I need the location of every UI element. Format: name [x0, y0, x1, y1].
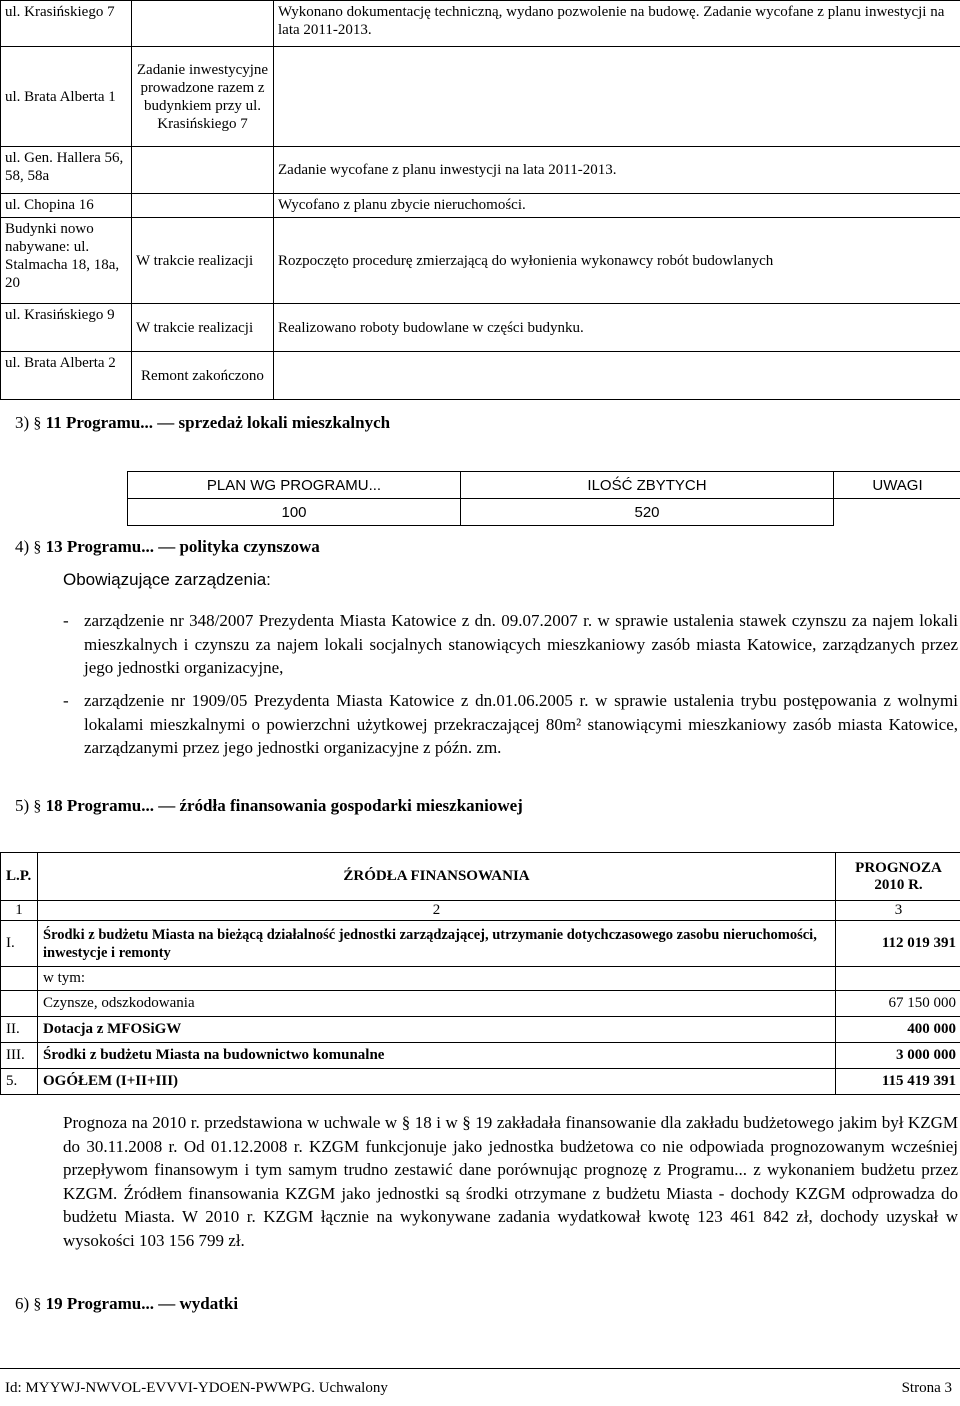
address-cell: ul. Krasińskiego 9	[1, 304, 132, 352]
status-cell: Zadanie inwestycyjne prowadzone razem z budynkiem przy ul. Krasińskiego 7	[132, 47, 274, 147]
table-row	[1, 352, 960, 400]
value-cell: 3 000 000	[836, 1043, 960, 1069]
source-cell: OGÓŁEM (I+II+III)	[38, 1069, 836, 1095]
value-cell: 112 019 391	[836, 921, 960, 967]
column-header: L.P.	[1, 853, 38, 901]
section-subject: wydatki	[175, 1294, 239, 1313]
sales-plan-table	[127, 471, 960, 526]
paragraph-sign: §	[33, 1296, 42, 1313]
section-5-heading	[15, 796, 523, 816]
section-subject: sprzedaż lokali mieszkalnych	[174, 413, 391, 432]
address-cell: ul. Brata Alberta 1	[1, 47, 132, 147]
note-cell: Realizowano roboty budowlane w części budynku.	[274, 304, 960, 352]
forecast-header-line: 2010 R.	[874, 876, 923, 893]
address-cell: ul. Chopina 16	[1, 194, 132, 218]
table-row	[1, 1017, 960, 1043]
document-id: Id: MYYWJ-NWVOL-EVVVI-YDOEN-PWWPG. Uchwalony	[5, 1380, 388, 1396]
source-cell: Dotacja z MFOSiGW	[38, 1017, 836, 1043]
note-cell	[274, 47, 960, 147]
status-cell: W trakcie realizacji	[132, 218, 274, 304]
section-4-heading	[15, 537, 320, 557]
forecast-header-line: PROGNOZA	[855, 859, 942, 876]
projects-table	[0, 0, 960, 400]
paragraph-sign: §	[33, 539, 42, 556]
table-row	[1, 147, 960, 194]
source-cell: Czynsze, odszkodowania	[38, 991, 836, 1017]
note-cell: Wykonano dokumentację techniczną, wydano pozwolenie na budowę. Zadanie wycofane z planu inwestycji na lata 2011-2013.	[274, 1, 960, 47]
section-title: 18 Programu...	[45, 796, 159, 815]
paragraph-sign: §	[33, 415, 42, 432]
section-3-heading	[15, 413, 390, 433]
section-subject: źródła finansowania gospodarki mieszkaniowej	[175, 796, 523, 815]
table-row	[1, 47, 960, 147]
table-row	[1, 194, 960, 218]
note-cell: Zadanie wycofane z planu inwestycji na lata 2011-2013.	[274, 147, 960, 194]
value-cell: 115 419 391	[836, 1069, 960, 1095]
table-row	[1, 304, 960, 352]
status-cell	[132, 1, 274, 47]
remarks-cell	[834, 499, 960, 526]
section-6-heading	[15, 1294, 238, 1314]
status-cell: Remont zakończono	[132, 352, 274, 400]
column-number: 1	[1, 901, 38, 921]
section-number: 6)	[15, 1294, 30, 1313]
source-cell: Środki z budżetu Miasta na bieżącą działalność jednostki zarządzającej, utrzymanie dotychczasowego zasobu nieruchomości, inwestycje i remonty	[38, 921, 836, 967]
address-cell: ul. Brata Alberta 2	[1, 352, 132, 400]
table-header-row	[1, 853, 960, 901]
section-title: 13 Programu...	[45, 537, 159, 556]
section-number: 5)	[15, 796, 30, 815]
table-row	[1, 967, 960, 991]
lp-cell: I.	[1, 921, 38, 967]
address-cell: ul. Krasińskiego 7	[1, 1, 132, 47]
lp-cell: 5.	[1, 1069, 38, 1095]
forecast-paragraph: Prognoza na 2010 r. przedstawiona w uchwale w § 18 i w § 19 zakładała finansowanie dla zakładu budżetowego jakim był KZGM do 30.11.2008 r. Od 01.12.2008 r. KZGM funkcjonuje jako jednostka budżetowa co nie odpowiada prognozowanym wcześniej przepływom finansowym i tym samym trudno zestawić dane porównując prognozę z Programu... z wykonaniem budżetu przez KZGM. Źródłem finansowania KZGM jako jednostki są środki otrzymane z budżetu Miasta - dochody KZGM odprowadza do budżetu Miasta. W 2010 r. KZGM łącznie na wykonywane zadania wydatkował kwotę 123 461 842 zł, dochody uzyskał w wysokości 103 156 799 zł.	[63, 1113, 958, 1250]
address-cell: ul. Gen. Hallera 56, 58, 58a	[1, 147, 132, 194]
section-title: 19 Programu...	[45, 1294, 159, 1313]
section-dash: —	[157, 413, 175, 432]
paragraph-sign: §	[33, 798, 42, 815]
column-number: 3	[836, 901, 960, 921]
table-row	[128, 499, 960, 526]
footer-divider	[0, 1368, 960, 1369]
source-cell: w tym:	[38, 967, 836, 991]
column-header: ILOŚĆ ZBYTYCH	[461, 472, 834, 499]
table-row	[1, 991, 960, 1017]
section-subject: polityka czynszowa	[175, 537, 320, 556]
lp-cell	[1, 991, 38, 1017]
table-row	[1, 1, 960, 47]
sold-value-cell: 520	[461, 499, 834, 526]
table-row	[1, 1069, 960, 1095]
section-dash: —	[158, 796, 176, 815]
value-cell: 67 150 000	[836, 991, 960, 1017]
financing-table	[0, 852, 960, 1095]
source-cell: Środki z budżetu Miasta na budownictwo komunalne	[38, 1043, 836, 1069]
value-cell: 400 000	[836, 1017, 960, 1043]
plan-value-cell: 100	[128, 499, 461, 526]
numbering-row	[1, 901, 960, 921]
status-cell: W trakcie realizacji	[132, 304, 274, 352]
table-row	[1, 1043, 960, 1069]
address-cell: Budynki nowo nabywane: ul. Stalmacha 18, 18a, 20	[1, 218, 132, 304]
lp-cell: II.	[1, 1017, 38, 1043]
table-row	[1, 218, 960, 304]
column-header: UWAGI	[834, 472, 960, 499]
column-number: 2	[38, 901, 836, 921]
value-cell	[836, 967, 960, 991]
table-header-row	[128, 472, 960, 499]
column-header: PLAN WG PROGRAMU...	[128, 472, 461, 499]
regulations-label: Obowiązujące zarządzenia:	[63, 570, 271, 589]
lp-cell	[1, 967, 38, 991]
status-cell	[132, 147, 274, 194]
regulation-1	[63, 609, 958, 680]
regulation-text: zarządzenie nr 1909/05 Prezydenta Miasta Katowice z dn.01.06.2005 r. w sprawie ustalenia trybu postępowania z wolnymi lokalami mieszkalnymi o powierzchni użytkowej przekraczającej 80m² stanowiącymi mieszkaniowy zasób miasta Katowice, zarządzanymi przez jego jednostki organizacyjne z późn. zm.	[84, 691, 958, 757]
page-number: Strona 3	[901, 1380, 952, 1396]
note-cell: Rozpoczęto procedurę zmierzającą do wyłonienia wykonawcy robót budowlanych	[274, 218, 960, 304]
note-cell	[274, 352, 960, 400]
regulation-2	[63, 689, 958, 760]
lp-cell: III.	[1, 1043, 38, 1069]
table-row	[1, 921, 960, 967]
column-header: ŹRÓDŁA FINANSOWANIA	[38, 853, 836, 901]
section-number: 4)	[15, 537, 30, 556]
section-dash: —	[158, 537, 176, 556]
regulation-text: zarządzenie nr 348/2007 Prezydenta Miasta Katowice z dn. 09.07.2007 r. w sprawie ustalenia stawek czynszu za najem lokali mieszkalnych i czynszu za najem lokali socjalnych stanowiących mieszkaniowy zasób miasta Katowice, zarządzanych przez jego jednostki organizacyjne,	[84, 611, 958, 677]
column-header	[836, 853, 960, 901]
status-cell	[132, 194, 274, 218]
section-title: 11 Programu...	[45, 413, 158, 432]
list-dash: -	[63, 691, 69, 710]
list-dash: -	[63, 611, 69, 630]
note-cell: Wycofano z planu zbycie nieruchomości.	[274, 194, 960, 218]
section-dash: —	[158, 1294, 176, 1313]
section-number: 3)	[15, 413, 30, 432]
